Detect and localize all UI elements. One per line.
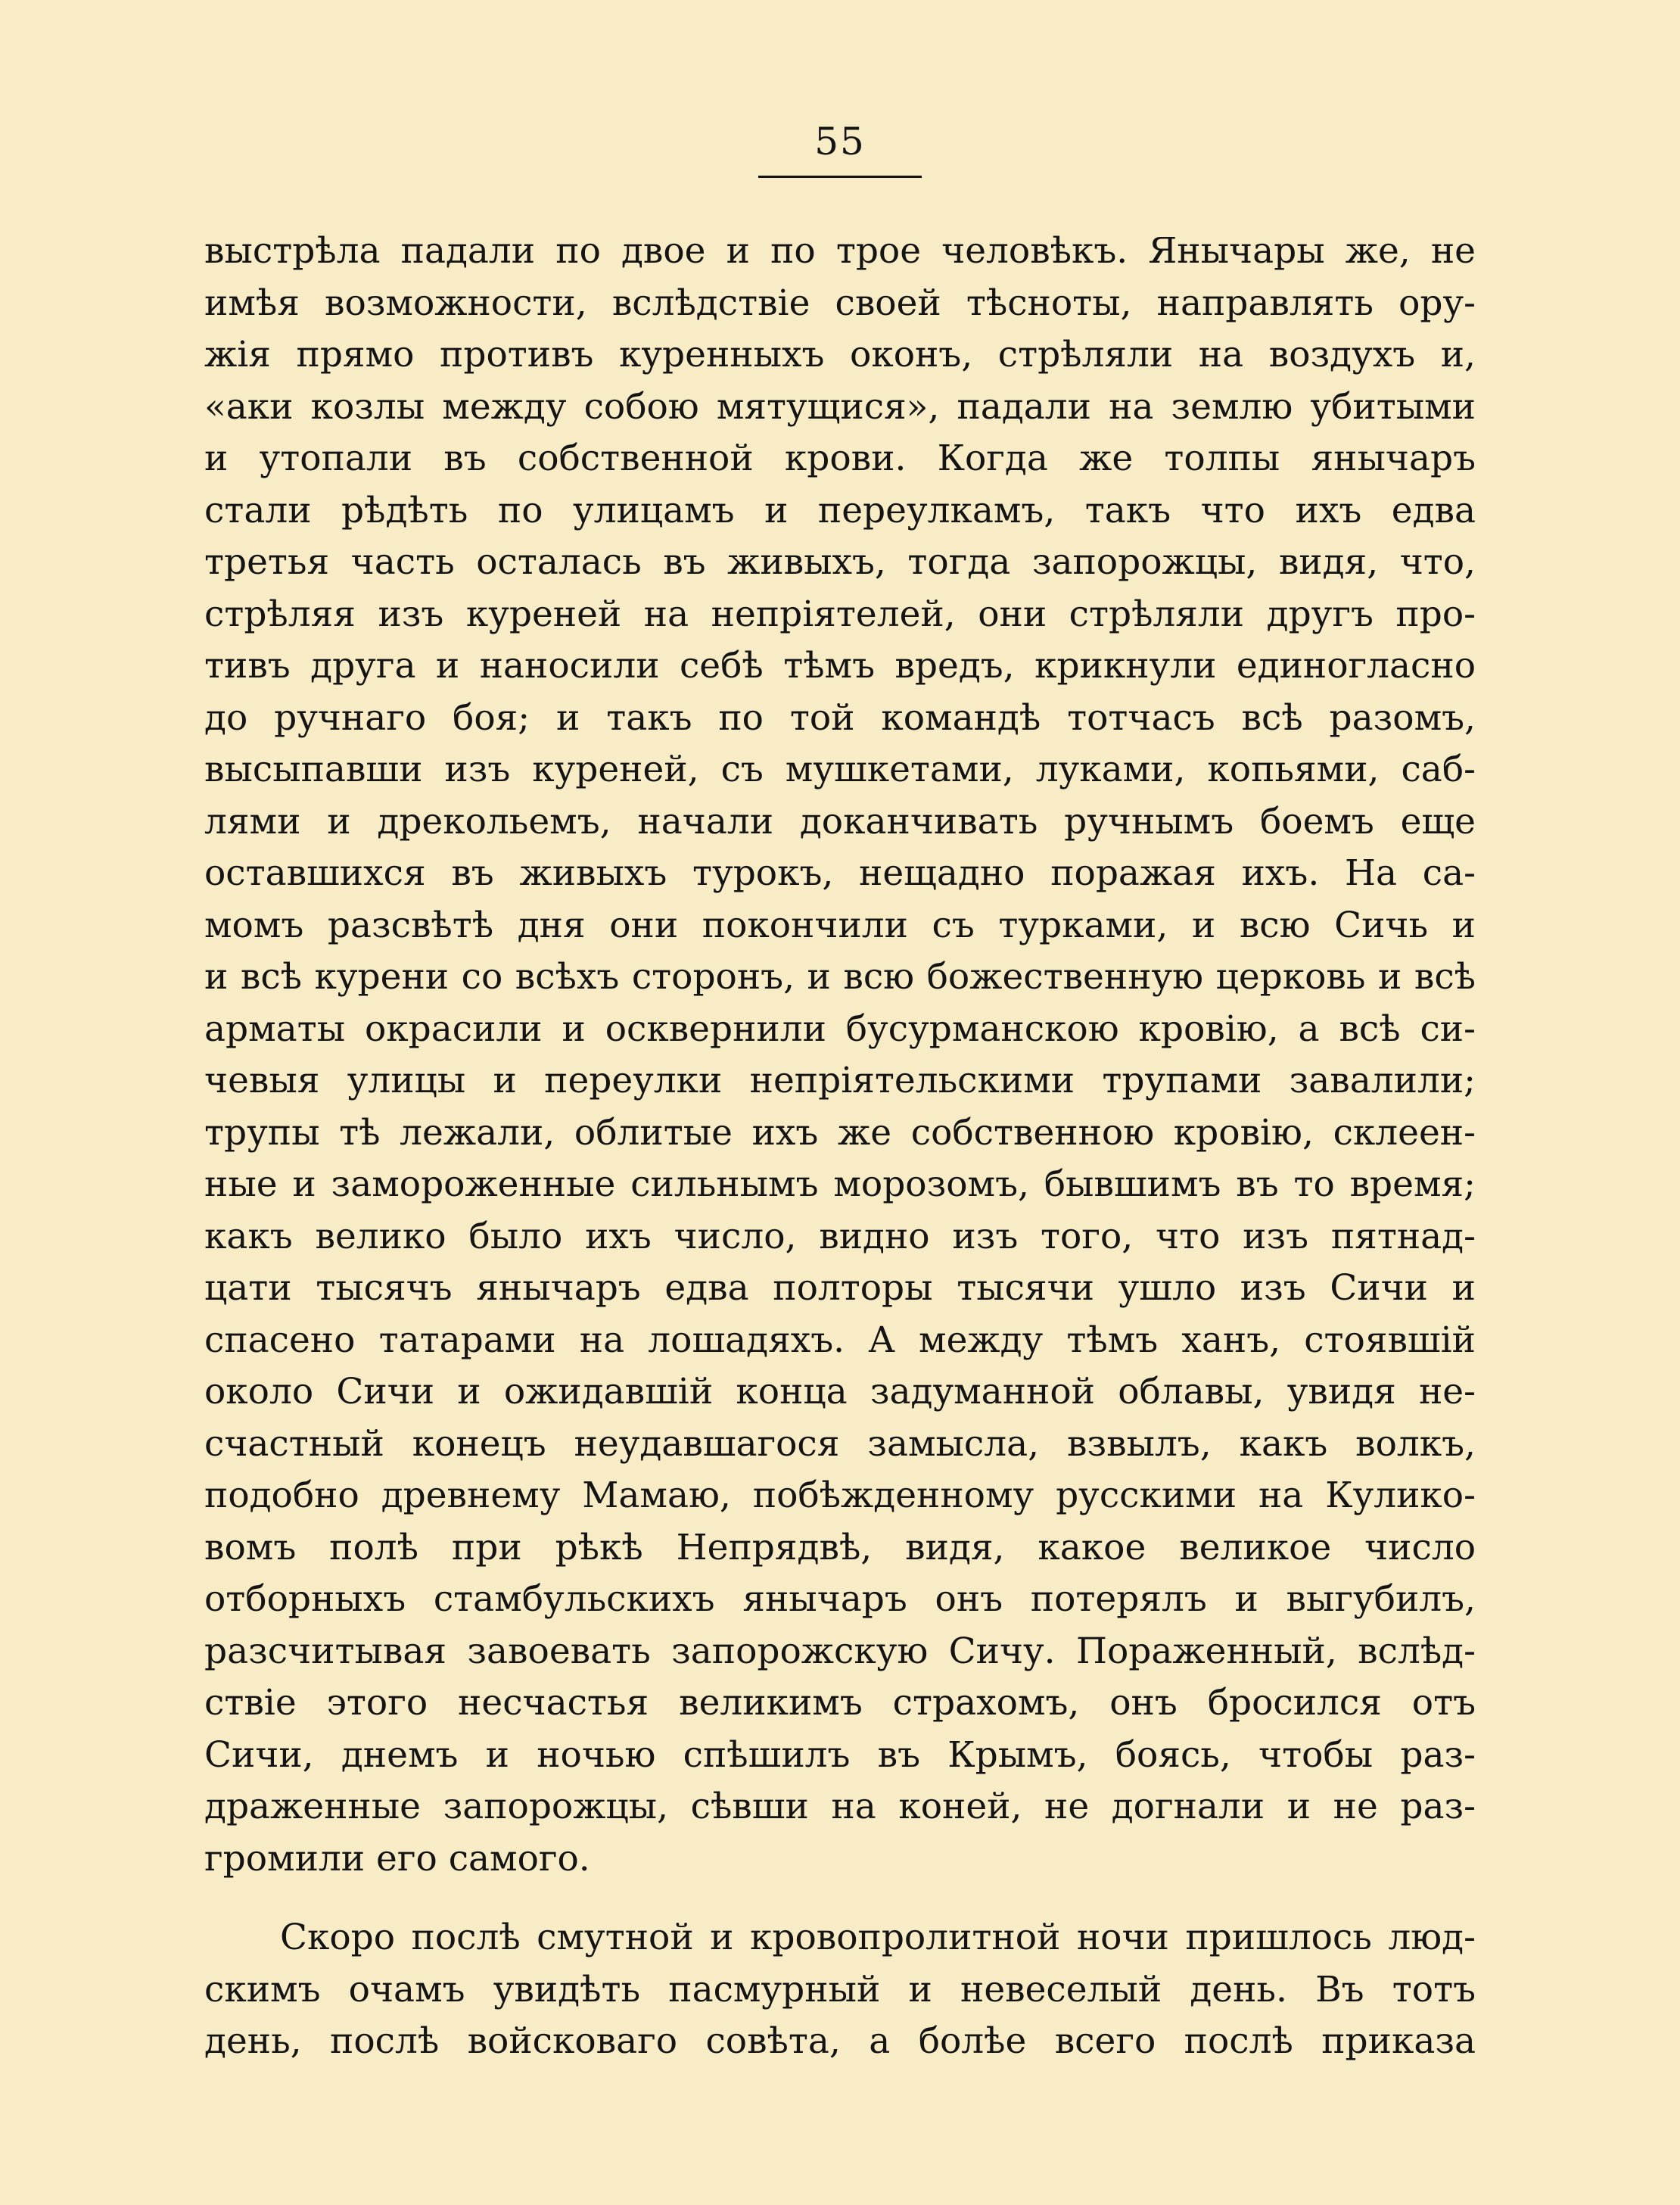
text-line: и всѣ курени со всѣхъ сторонъ, и всю божественную церковь и всѣ — [204, 956, 1476, 998]
text-line: трупы тѣ лежали, облитые ихъ же собственною кровію, склеен- — [204, 1111, 1476, 1154]
text-line: какъ велико было ихъ число, видно изъ того, что изъ пятнад- — [204, 1215, 1476, 1257]
text-line: оставшихся въ живыхъ турокъ, нещадно поражая ихъ. На са- — [204, 852, 1476, 894]
text-line: жія прямо противъ куренныхъ оконъ, стрѣляли на воздухъ и, — [204, 334, 1476, 375]
text-line: отборныхъ стамбульскихъ янычаръ онъ потерялъ и выгубилъ, — [204, 1578, 1476, 1620]
text-line: счастный конецъ неудавшагося замысла, взвылъ, какъ волкъ, — [204, 1422, 1476, 1465]
text-line: ные и замороженные сильнымъ морозомъ, бывшимъ въ то время; — [204, 1163, 1476, 1205]
text-line: около Сичи и ожидавшій конца задуманной облавы, увидя не- — [204, 1371, 1476, 1412]
text-line: спасено татарами на лошадяхъ. А между тѣмъ ханъ, стоявшій — [204, 1319, 1476, 1361]
text-line: ствіе этого несчастья великимъ страхомъ, онъ бросился отъ — [204, 1682, 1476, 1724]
text-line: лями и дрекольемъ, начали доканчивать ручнымъ боемъ еще — [204, 800, 1476, 842]
text-line: тивъ друга и наносили себѣ тѣмъ вредъ, крикнули единогласно — [204, 645, 1476, 687]
paragraph-2 — [204, 1912, 1476, 2068]
text-line: «аки козлы между собою мятущися», падали на землю убитыми — [204, 385, 1476, 428]
text-line: чевыя улицы и переулки непріятельскими трупами завалили; — [204, 1060, 1476, 1101]
text-line: высыпавши изъ куреней, съ мушкетами, луками, копьями, саб- — [204, 749, 1476, 790]
paragraph-1 — [204, 226, 1476, 1885]
text-line: стали рѣдѣть по улицамъ и переулкамъ, такъ что ихъ едва — [204, 489, 1476, 531]
text-line: громили его самого. — [204, 1837, 590, 1880]
paragraph-gap — [204, 1885, 1476, 1912]
text-line: стрѣляя изъ куреней на непріятелей, они стрѣляли другъ про- — [204, 593, 1476, 635]
text-line: скимъ очамъ увидѣть пасмурный и невеселый день. Въ тотъ — [204, 1968, 1476, 2010]
header-rule — [758, 176, 922, 178]
text-line: момъ разсвѣтѣ дня они покончили съ турками, и всю Сичь и — [204, 904, 1476, 946]
text-line: до ручнаго боя; и такъ по той командѣ тотчасъ всѣ разомъ, — [204, 696, 1476, 739]
text-line: день, послѣ войсковаго совѣта, а болѣе всего послѣ приказа — [204, 2020, 1476, 2062]
text-line: Скоро послѣ смутной и кровопролитной ночи пришлось люд- — [280, 1917, 1476, 1958]
page-number: 55 — [814, 120, 866, 164]
text-line: выстрѣла падали по двое и по трое человѣкъ. Янычары же, не — [204, 230, 1476, 272]
text-line: и утопали въ собственной крови. Когда же толпы янычаръ — [204, 438, 1476, 479]
text-line: драженные запорожцы, сѣвши на коней, не догнали и не раз- — [204, 1786, 1476, 1827]
text-line: цати тысячъ янычаръ едва полторы тысячи ушло изъ Сичи и — [204, 1267, 1476, 1309]
body-text — [204, 226, 1476, 2068]
text-line: арматы окрасили и осквернили бусурманскою кровію, а всѣ си- — [204, 1008, 1476, 1050]
text-line: вомъ полѣ при рѣкѣ Непрядвѣ, видя, какое великое число — [204, 1526, 1476, 1568]
text-line: третья часть осталась въ живыхъ, тогда запорожцы, видя, что, — [204, 541, 1476, 583]
text-line: подобно древнему Мамаю, побѣжденному русскими на Кулико- — [204, 1475, 1476, 1516]
text-line: разсчитывая завоевать запорожскую Сичу. Пораженный, вслѣд- — [204, 1630, 1476, 1672]
text-line: имѣя возможности, вслѣдствіе своей тѣсноты, направлять ору- — [204, 282, 1476, 324]
text-line: Сичи, днемъ и ночью спѣшилъ въ Крымъ, боясь, чтобы раз- — [204, 1733, 1476, 1776]
